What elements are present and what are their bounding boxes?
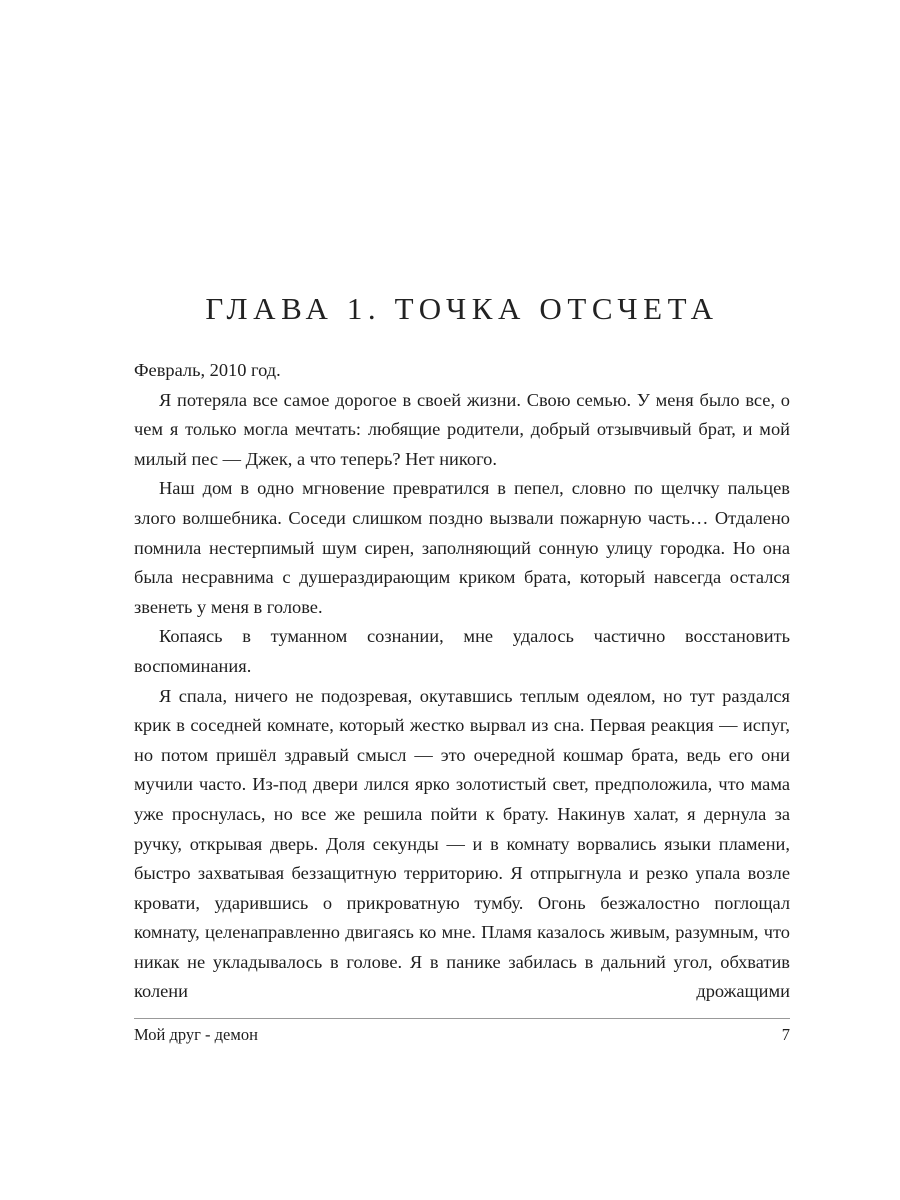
- paragraph-4: Я спала, ничего не подозревая, окутавшись теплым одеялом, но тут раздался крик в соседней комнате, который жестко вырвал из сна. Первая реакция — испуг, но потом пришёл здравый смысл — это очередной кошмар брата, ведь его они мучили часто. Из-под двери лился ярко золотистый свет, предположила, что мама уже проснулась, но все же решила пойти к брату. Накинув халат, я дернула за ручку, открывая дверь. Доля секунды — и в комнату ворвались языки пламени, быстро захватывая беззащитную территорию. Я отпрыгнула и резко упала возле кровати, ударившись о прикроватную тумбу. Огонь безжалостно поглощал комнату, целенаправленно двигаясь ко мне. Пламя казалось живым, разумным, что никак не укладывалось в голове. Я в панике забилась в дальний угол, обхватив колени дрожащими: [134, 685, 790, 1002]
- running-footer-book-title: Мой друг - демон: [134, 1025, 258, 1044]
- footer-divider: [134, 1018, 790, 1019]
- book-page: [134, 0, 790, 1200]
- body-text: [134, 356, 790, 1007]
- dateline: Февраль, 2010 год.: [134, 360, 281, 380]
- paragraph-1: Я потеряла все самое дорогое в своей жизни. Свою семью. У меня было все, о чем я только могла мечтать: любящие родители, добрый отзывчивый брат, и мой милый пес — Джек, а что теперь? Нет никого.: [134, 389, 790, 469]
- page-number: 7: [781, 1025, 790, 1044]
- chapter-title: ГЛАВА 1. ТОЧКА ОТСЧЕТА: [205, 291, 719, 326]
- paragraph-2: Наш дом в одно мгновение превратился в пепел, словно по щелчку пальцев злого волшебника. Соседи слишком поздно вызвали пожарную часть… Отдалено помнила нестерпимый шум сирен, заполняющий сонную улицу городка. Но она была несравнима с душераздирающим криком брата, который навсегда остался звенеть у меня в голове.: [134, 478, 790, 617]
- paragraph-3: Копаясь в туманном сознании, мне удалось частично восстановить воспоминания.: [134, 626, 790, 676]
